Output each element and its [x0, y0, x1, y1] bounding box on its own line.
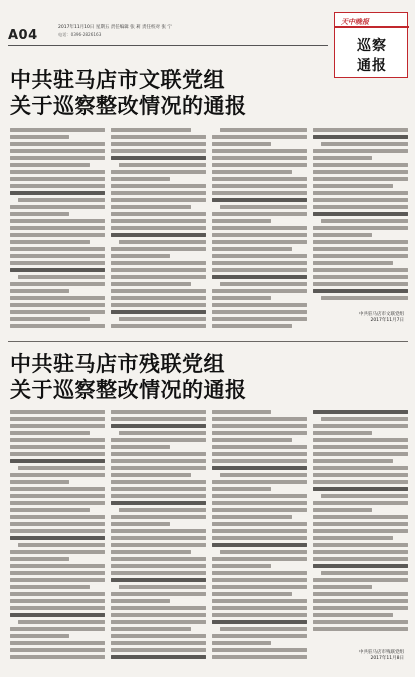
body-text-line	[111, 289, 206, 293]
body-text-line	[10, 156, 105, 160]
body-text-line	[111, 226, 206, 230]
body-text-line	[18, 620, 105, 624]
body-text-line	[220, 550, 307, 554]
body-text-line	[313, 445, 408, 449]
body-text-line	[313, 487, 408, 491]
body-text-line	[220, 627, 307, 631]
body-text-line	[313, 578, 408, 582]
body-text-line	[111, 212, 206, 216]
body-text-line	[119, 508, 206, 512]
body-text-line	[111, 452, 206, 456]
article-divider	[8, 341, 408, 342]
body-text-line	[10, 473, 105, 477]
body-text-line	[10, 417, 105, 421]
body-text-line	[212, 424, 307, 428]
body-text-line	[10, 431, 90, 435]
body-text-line	[111, 233, 206, 237]
body-text-line	[10, 515, 105, 519]
body-text-line	[212, 198, 307, 202]
body-text-line	[10, 177, 105, 181]
body-text-line	[313, 240, 408, 244]
body-text-line	[212, 585, 307, 589]
body-text-line	[111, 564, 206, 568]
body-text-line	[313, 254, 408, 258]
body-text-line	[313, 261, 393, 265]
body-text-line	[212, 170, 292, 174]
body-text-line	[212, 163, 307, 167]
body-text-line	[212, 410, 271, 414]
body-text-line	[321, 142, 408, 146]
body-text-line	[111, 303, 206, 307]
body-text-line	[212, 212, 307, 216]
body-text-line	[111, 522, 170, 526]
body-text-line	[119, 585, 206, 589]
body-text-line	[212, 156, 307, 160]
body-text-line	[212, 648, 307, 652]
body-text-line	[220, 473, 307, 477]
body-text-line	[111, 296, 206, 300]
body-text-line	[111, 557, 206, 561]
body-text-line	[111, 494, 206, 498]
body-text-line	[212, 142, 271, 146]
body-text-line	[111, 205, 191, 209]
body-text-line	[212, 466, 307, 470]
body-text-line	[313, 247, 408, 251]
body-text-line	[111, 466, 206, 470]
body-text-line	[212, 515, 292, 519]
body-text-line	[313, 452, 408, 456]
article1-headline-line-1: 中共驻马店市文联党组	[10, 68, 225, 92]
article2-headline-line-1: 中共驻马店市残联党组	[10, 352, 225, 376]
body-text-line	[212, 247, 292, 251]
body-text-line	[212, 149, 307, 153]
body-text-line	[111, 261, 206, 265]
body-text-line	[111, 282, 191, 286]
body-text-line	[212, 578, 307, 582]
body-text-line	[111, 424, 206, 428]
body-text-line	[111, 543, 206, 547]
body-text-line	[313, 184, 393, 188]
body-text-line	[10, 163, 90, 167]
body-text-line	[111, 184, 206, 188]
body-text-line	[10, 170, 105, 174]
body-text-line	[10, 142, 105, 146]
body-text-line	[212, 501, 307, 505]
body-text-line	[18, 275, 105, 279]
body-text-line	[10, 522, 105, 526]
body-text-line	[313, 536, 393, 540]
body-text-line	[111, 135, 206, 139]
body-text-line	[111, 578, 206, 582]
page-code: A04	[8, 28, 38, 43]
body-text-line	[212, 233, 307, 237]
body-text-line	[313, 431, 372, 435]
body-text-line	[111, 445, 170, 449]
body-text-line	[111, 592, 206, 596]
body-text-line	[313, 480, 408, 484]
article2-signature-org: 中共驻马店市残联党组	[359, 650, 404, 655]
body-text-line	[10, 557, 69, 561]
body-text-line	[321, 417, 408, 421]
body-text-line	[220, 205, 307, 209]
body-text-line	[10, 648, 105, 652]
body-text-line	[212, 219, 271, 223]
body-text-line	[10, 627, 105, 631]
body-text-line	[10, 480, 69, 484]
body-text-line	[10, 641, 105, 645]
body-text-line	[313, 268, 408, 272]
body-text-line	[313, 198, 408, 202]
body-text-line	[212, 459, 307, 463]
article1-signature-date: 2017年11月7日	[370, 318, 404, 323]
body-text-line	[313, 473, 408, 477]
article1-headline-line-2: 关于巡察整改情况的通报	[10, 94, 247, 118]
body-text-line	[111, 198, 206, 202]
body-text-line	[313, 501, 408, 505]
body-text-line	[10, 578, 105, 582]
body-text-line	[313, 466, 408, 470]
page-header	[8, 12, 406, 74]
body-text-line	[111, 156, 206, 160]
body-text-line	[313, 508, 372, 512]
body-text-line	[313, 226, 408, 230]
body-text-line	[212, 135, 307, 139]
body-text-line	[212, 543, 307, 547]
body-text-line	[10, 205, 105, 209]
body-text-line	[212, 226, 307, 230]
body-text-line	[10, 592, 105, 596]
body-text-line	[10, 487, 105, 491]
body-text-line	[111, 480, 206, 484]
body-text-line	[10, 634, 69, 638]
body-text-line	[10, 226, 105, 230]
header-rule	[8, 45, 328, 46]
body-text-line	[220, 282, 307, 286]
body-text-line	[111, 648, 206, 652]
article2-column-3	[212, 410, 307, 666]
body-text-line	[111, 571, 206, 575]
body-text-line	[212, 620, 307, 624]
body-text-line	[18, 543, 105, 547]
body-text-line	[111, 177, 170, 181]
body-text-line	[212, 452, 307, 456]
body-text-line	[10, 508, 90, 512]
body-text-line	[212, 529, 307, 533]
brand-logo: 天中晚报	[341, 18, 369, 26]
body-text-line	[111, 459, 206, 463]
body-text-line	[313, 135, 408, 139]
body-text-line	[212, 438, 292, 442]
body-text-line	[10, 655, 105, 659]
body-text-line	[313, 177, 408, 181]
body-text-line	[10, 459, 105, 463]
body-text-line	[313, 585, 372, 589]
body-text-line	[212, 317, 307, 321]
body-text-line	[313, 515, 408, 519]
body-text-line	[313, 592, 408, 596]
article2-headline-line-2: 关于巡察整改情况的通报	[10, 378, 247, 402]
body-text-line	[111, 149, 206, 153]
body-text-line	[119, 163, 206, 167]
body-text-line	[212, 445, 307, 449]
body-text-line	[313, 599, 408, 603]
body-text-line	[10, 289, 69, 293]
body-text-line	[10, 571, 105, 575]
body-text-line	[313, 156, 372, 160]
body-text-line	[10, 254, 105, 258]
article2-column-4	[313, 410, 408, 666]
article2-column-2	[111, 410, 206, 666]
body-text-line	[212, 641, 271, 645]
body-text-line	[313, 128, 408, 132]
body-text-line	[10, 550, 105, 554]
body-text-line	[212, 296, 271, 300]
body-text-line	[313, 163, 408, 167]
body-text-line	[18, 198, 105, 202]
body-text-line	[212, 324, 292, 328]
body-text-line	[10, 445, 105, 449]
body-text-line	[212, 480, 307, 484]
body-text-line	[119, 317, 206, 321]
body-text-line	[111, 254, 170, 258]
body-text-line	[313, 205, 408, 209]
body-text-line	[111, 324, 206, 328]
body-text-line	[321, 494, 408, 498]
body-text-line	[313, 275, 408, 279]
article1-column-3	[212, 128, 307, 336]
body-text-line	[10, 296, 105, 300]
body-text-line	[10, 261, 105, 265]
body-text-line	[212, 254, 307, 258]
body-text-line	[111, 606, 206, 610]
body-text-line	[313, 529, 408, 533]
body-text-line	[111, 634, 206, 638]
body-text-line	[10, 128, 105, 132]
body-text-line	[119, 431, 206, 435]
body-text-line	[313, 550, 408, 554]
body-text-line	[212, 177, 307, 181]
body-text-line	[212, 240, 307, 244]
body-text-line	[212, 487, 271, 491]
body-text-line	[119, 240, 206, 244]
body-text-line	[212, 536, 307, 540]
body-text-line	[111, 275, 206, 279]
body-text-line	[111, 529, 206, 533]
body-text-line	[10, 240, 90, 244]
body-text-line	[313, 543, 408, 547]
body-text-line	[212, 191, 307, 195]
body-text-line	[212, 599, 307, 603]
body-text-line	[313, 170, 408, 174]
body-text-line	[313, 438, 408, 442]
body-text-line	[313, 557, 408, 561]
body-text-line	[212, 431, 307, 435]
section-title-line-1: 巡察	[357, 38, 387, 54]
body-text-line	[212, 303, 307, 307]
body-text-line	[111, 410, 206, 414]
body-text-line	[10, 233, 105, 237]
body-text-line	[212, 261, 307, 265]
body-text-line	[321, 296, 408, 300]
body-text-line	[10, 564, 105, 568]
body-text-line	[212, 564, 271, 568]
body-text-line	[10, 424, 105, 428]
body-text-line	[313, 606, 408, 610]
body-text-line	[313, 424, 408, 428]
body-text-line	[111, 515, 206, 519]
body-text-line	[111, 170, 206, 174]
meta-line: 电话：0396-2826163	[58, 32, 102, 37]
article2-body	[10, 410, 408, 666]
body-text-line	[313, 289, 408, 293]
body-text-line	[111, 247, 206, 251]
body-text-line	[111, 620, 206, 624]
body-text-line	[10, 536, 105, 540]
body-text-line	[212, 655, 307, 659]
body-text-line	[313, 191, 408, 195]
body-text-line	[10, 613, 105, 617]
section-brand-box	[334, 12, 408, 78]
body-text-line	[212, 494, 307, 498]
body-text-line	[10, 494, 105, 498]
body-text-line	[212, 613, 307, 617]
body-text-line	[111, 641, 206, 645]
body-text-line	[111, 142, 206, 146]
body-text-line	[212, 508, 307, 512]
body-text-line	[313, 212, 408, 216]
body-text-line	[313, 522, 408, 526]
body-text-line	[10, 501, 105, 505]
body-text-line	[10, 219, 105, 223]
body-text-line	[313, 627, 408, 631]
body-text-line	[10, 212, 69, 216]
body-text-line	[10, 303, 105, 307]
body-text-line	[10, 149, 105, 153]
body-text-line	[212, 606, 307, 610]
body-text-line	[18, 466, 105, 470]
article1-column-4	[313, 128, 408, 336]
body-text-line	[212, 184, 307, 188]
body-text-line	[111, 613, 206, 617]
body-text-line	[212, 522, 307, 526]
article2-signature	[300, 650, 404, 662]
body-text-line	[212, 275, 307, 279]
body-text-line	[313, 282, 408, 286]
body-text-line	[111, 191, 206, 195]
body-text-line	[10, 529, 105, 533]
body-text-line	[212, 268, 307, 272]
body-text-line	[10, 438, 105, 442]
article1-column-1	[10, 128, 105, 336]
body-text-line	[212, 571, 307, 575]
body-text-line	[313, 564, 408, 568]
body-text-line	[212, 289, 307, 293]
body-text-line	[10, 191, 105, 195]
body-text-line	[10, 452, 105, 456]
article1-column-2	[111, 128, 206, 336]
body-text-line	[10, 585, 90, 589]
body-text-line	[212, 557, 307, 561]
body-text-line	[313, 233, 372, 237]
body-text-line	[111, 268, 206, 272]
body-text-line	[10, 599, 105, 603]
body-text-line	[111, 655, 206, 659]
body-text-line	[111, 627, 191, 631]
body-text-line	[10, 268, 105, 272]
article2-signature-date: 2017年11月8日	[370, 656, 404, 661]
body-text-line	[313, 613, 393, 617]
body-text-line	[111, 550, 191, 554]
body-text-line	[321, 219, 408, 223]
body-text-line	[10, 324, 105, 328]
body-text-line	[111, 219, 206, 223]
section-title-line-2: 通报	[357, 58, 387, 74]
body-text-line	[313, 459, 393, 463]
body-text-line	[10, 310, 105, 314]
body-text-line	[313, 620, 408, 624]
body-text-line	[10, 135, 69, 139]
body-text-line	[111, 487, 206, 491]
article1-body	[10, 128, 408, 336]
body-text-line	[220, 128, 307, 132]
body-text-line	[321, 571, 408, 575]
body-text-line	[111, 128, 191, 132]
body-text-line	[212, 417, 307, 421]
body-text-line	[10, 410, 105, 414]
body-text-line	[111, 536, 206, 540]
body-text-line	[10, 317, 90, 321]
body-text-line	[111, 501, 206, 505]
body-text-line	[212, 592, 292, 596]
article1-signature	[300, 312, 404, 324]
body-text-line	[313, 149, 408, 153]
body-text-line	[111, 310, 206, 314]
body-text-line	[111, 417, 206, 421]
body-text-line	[10, 247, 105, 251]
body-text-line	[212, 310, 307, 314]
body-text-line	[111, 599, 170, 603]
article1-signature-org: 中共驻马店市文联党组	[359, 312, 404, 317]
body-text-line	[111, 438, 206, 442]
body-text-line	[10, 184, 105, 188]
body-text-line	[212, 634, 307, 638]
brand-divider	[335, 26, 409, 28]
body-text-line	[10, 282, 105, 286]
body-text-line	[313, 410, 408, 414]
date-line: 2017年11月10日 星期五 责任编辑 张 莉 责任校对 张 宁	[58, 25, 172, 30]
body-text-line	[10, 606, 105, 610]
article2-column-1	[10, 410, 105, 666]
body-text-line	[111, 473, 191, 477]
